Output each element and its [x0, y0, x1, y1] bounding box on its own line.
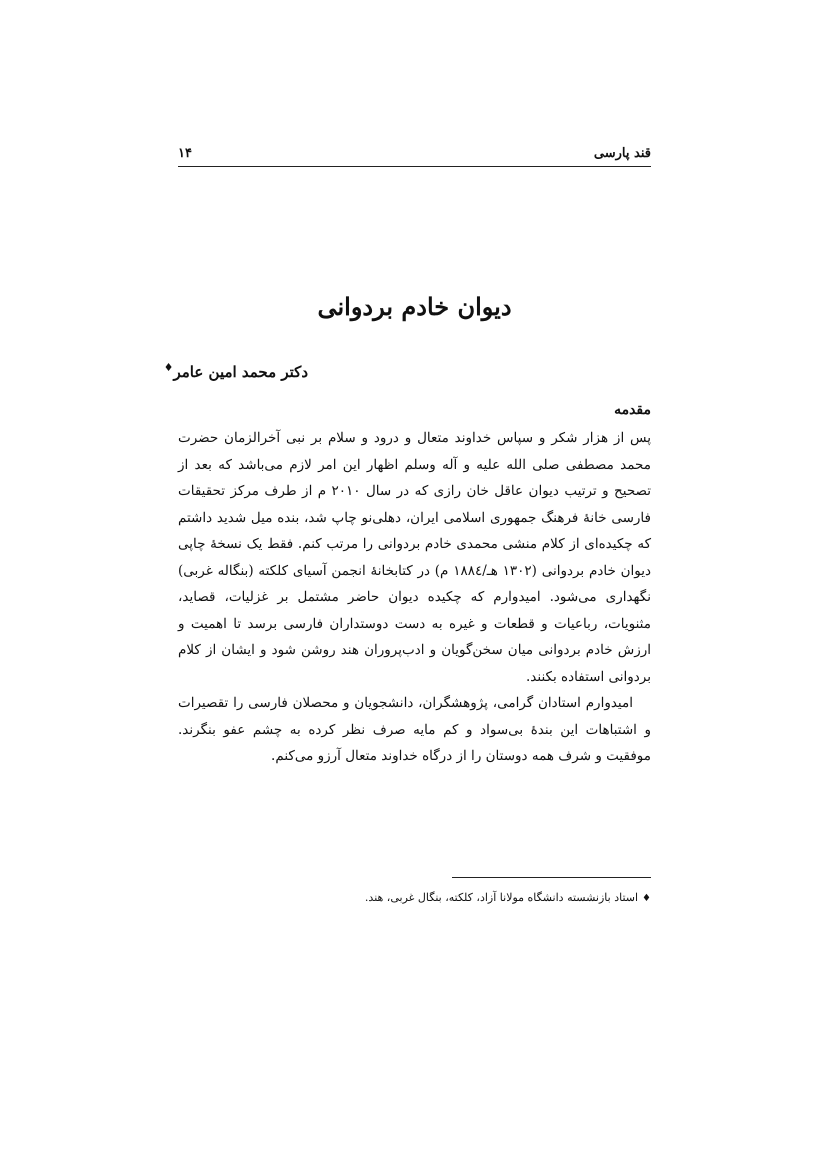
footnote-divider [452, 877, 651, 878]
body-paragraph: پس از هزار شکر و سپاس خداوند متعال و درود و سلام بر نبی آخرالزمان حضرت محمد مصطفی صلی الله علیه و آله وسلم اظهار این امر لازم می‌باشد که بعد از تصحیح و ترتیب دیوان عاقل خان رازی که در سال ۲۰۱۰ م از طرف مرکز تحقیقات فارسی خانهٔ فرهنگ جمهوری اسلامی ایران، دهلی‌نو چاپ شد، بنده میل شدید داشتم که چکیده‌ای از کلام منشی محمدی خادم بردوانی را مرتب کنم. فقط یک نسخهٔ چاپی دیوان خادم بردوانی (۱۳۰۲ هـ/۱۸۸٤ م) در کتابخانهٔ انجمن آسیای کلکته (بنگاله غربی) نگهداری می‌شود. امیدوارم که چکیده دیوان حاضر مشتمل بر غزلیات، قصاید، مثنویات، رباعیات و قطعات و غیره به دست دوستداران فارسی برسد تا اهمیت و ارزش خادم بردوانی میان سخن‌گویان و ادب‌پروران هند روشن شود و ایشان از کلام بردوانی استفاده بکنند. [178, 430, 651, 685]
footnote-text: استاد بازنشسته دانشگاه مولانا آزاد، کلکته، بنگال غربی، هند. [364, 891, 639, 904]
article-body [178, 425, 651, 770]
journal-name: قند پارسی [593, 146, 651, 161]
footnote [365, 891, 651, 904]
article-title: دیوان خادم بردوانی [317, 292, 512, 321]
page-number: ۱۴ [178, 146, 192, 161]
author-line [164, 361, 308, 381]
author-name: دکتر محمد امین عامر [173, 363, 308, 381]
footnote-mark: ♦ [642, 893, 651, 904]
author-footnote-mark: ♦ [163, 361, 174, 374]
section-heading: مقدمه [614, 402, 651, 418]
body-paragraph: امیدوارم استادان گرامی، پژوهشگران، دانشجویان و محصلان فارسی را تقصیرات و اشتباهات این بندهٔ بی‌سواد و کم مایه صرف نظر کرده به چشم عفو بنگرند. موفقیت و شرف همه دوستان را از درگاه خداوند متعال آرزو می‌کنم. [178, 695, 651, 764]
running-header [178, 146, 651, 167]
